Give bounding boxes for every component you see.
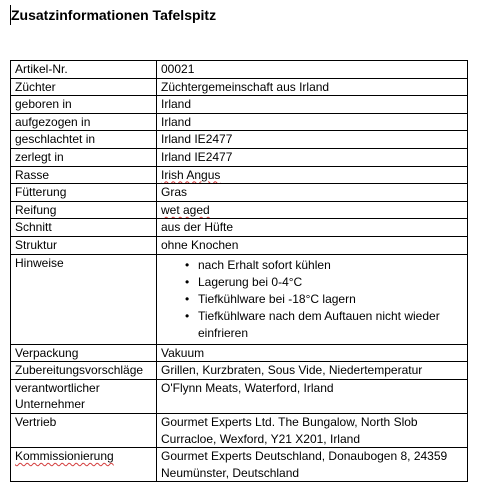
list-item: • Lagerung bei 0-4°C (161, 274, 463, 291)
hints-list (161, 257, 463, 342)
row-value-text: Irish Angus (161, 167, 221, 182)
row-label: Reifung (11, 201, 157, 219)
product-info-table (10, 60, 468, 482)
row-label: zerlegt in (11, 148, 157, 166)
table-row (11, 78, 468, 96)
row-label (11, 448, 157, 482)
row-value: ohne Knochen (157, 236, 468, 254)
row-value-text: wet aged (161, 202, 210, 217)
row-label: verantwortlicher Unternehmer (11, 379, 157, 413)
list-item: • nach Erhalt sofort kühlen (161, 257, 463, 274)
row-label: Hinweise (11, 254, 157, 344)
row-value (157, 166, 468, 184)
row-label: Fütterung (11, 184, 157, 202)
table-row (11, 131, 468, 149)
row-value: Irland IE2477 (157, 148, 468, 166)
list-item: • Tiefkühlware nach dem Auftauen nicht wieder einfrieren (161, 308, 463, 342)
row-value: Gras (157, 184, 468, 202)
row-label: Schnitt (11, 219, 157, 237)
table-row (11, 113, 468, 131)
table-row (11, 236, 468, 254)
row-value-hints (157, 254, 468, 344)
list-item: • Tiefkühlware bei -18°C lagern (161, 291, 463, 308)
row-value: O'Flynn Meats, Waterford, Irland (157, 379, 468, 413)
table-row (11, 148, 468, 166)
row-value: Irland (157, 113, 468, 131)
row-label: geschlachtet in (11, 131, 157, 149)
table-row (11, 96, 468, 114)
row-value: aus der Hüfte (157, 219, 468, 237)
table-row (11, 219, 468, 237)
table-row (11, 448, 468, 482)
row-label: Struktur (11, 236, 157, 254)
row-label: Artikel-Nr. (11, 61, 157, 79)
table-row (11, 166, 468, 184)
row-label: Verpackung (11, 344, 157, 362)
row-label: Züchter (11, 78, 157, 96)
row-label: Rasse (11, 166, 157, 184)
table-row (11, 413, 468, 447)
row-value: Gourmet Experts Ltd. The Bungalow, North Slob Curracloe, Wexford, Y21 X201, Irland (157, 413, 468, 447)
table-row (11, 379, 468, 413)
table-row-hints (11, 254, 468, 344)
row-label: geboren in (11, 96, 157, 114)
row-label: Vertrieb (11, 413, 157, 447)
table-row (11, 184, 468, 202)
row-value: Irland IE2477 (157, 131, 468, 149)
row-value: Grillen, Kurzbraten, Sous Vide, Niedertemperatur (157, 362, 468, 380)
row-value: 00021 (157, 61, 468, 79)
row-label-text: Kommissionierung (15, 449, 114, 464)
row-value: Gourmet Experts Deutschland, Donaubogen 8, 24359 Neumünster, Deutschland (157, 448, 468, 482)
table-row (11, 362, 468, 380)
row-value (157, 201, 468, 219)
row-label: Zubereitungsvorschläge (11, 362, 157, 380)
page-title: Zusatzinformationen Tafelspitz (11, 7, 217, 23)
table-row (11, 61, 468, 79)
row-value: Vakuum (157, 344, 468, 362)
row-value: Züchtergemeinschaft aus Irland (157, 78, 468, 96)
table-row (11, 201, 468, 219)
row-value: Irland (157, 96, 468, 114)
row-label: aufgezogen in (11, 113, 157, 131)
table-row (11, 344, 468, 362)
